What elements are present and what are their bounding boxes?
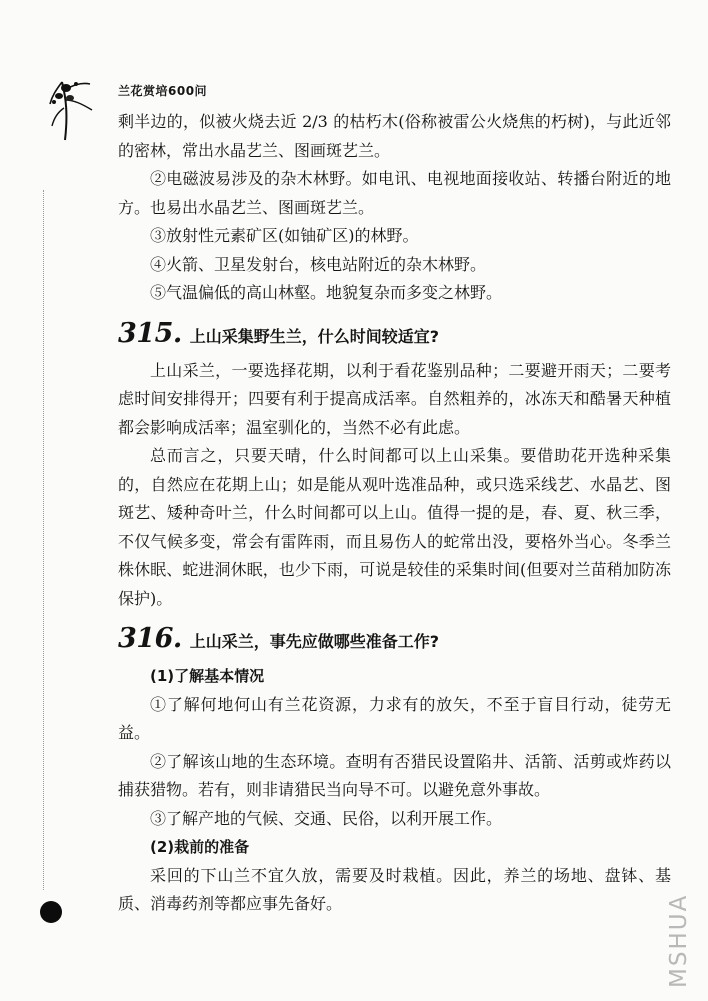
paragraph: 上山采兰，一要选择花期，以利于看花鉴别品种；二要避开雨天；二要考虑时间安排得开；四要有利于提高成活率。自然粗养的，冰冻天和酷暑天种植都会影响成活率；温室驯化的，当然不必有此虑。 bbox=[118, 360, 671, 437]
list-item: ④火箭、卫星发射台，核电站附近的杂木林野。 bbox=[150, 254, 487, 274]
question-number: 315. bbox=[118, 317, 182, 349]
subheading: (1)了解基本情况 bbox=[150, 667, 265, 685]
list-item: ③放射性元素矿区(如铀矿区)的林野。 bbox=[150, 226, 419, 245]
paragraph: 总而言之，只要天晴，什么时间都可以上山采集。要借助花开选种采集的，自然应在花期上山；如是能从观叶选准品种，或只选采线艺、水晶艺、图斑艺、矮种奇叶兰，什么时间都可以上山。值得一提的是，春、夏、秋三季，不仅气候多变，常会有雷阵雨，而且易伤人的蛇常出没，要格外当心。冬季兰株休眠、蛇进洞休眠，也少下雨，可说是较佳的采集时间(但要对兰苗稍加防冻保护)。 bbox=[118, 446, 671, 608]
list-item: ②电磁波易涉及的杂木林野。如电讯、电视地面接收站、转播台附近的地方。也易出水晶艺兰、图画斑艺兰。 bbox=[118, 169, 671, 217]
question-title: 上山采兰，事先应做哪些准备工作? bbox=[189, 632, 440, 651]
paragraph: 剩半边的，似被火烧去近 2/3 的枯朽木(俗称被雷公火烧焦的朽树)，与此近邻的密林，常出水晶艺兰、图画斑艺兰。 bbox=[118, 112, 671, 160]
watermark: MSHUA bbox=[666, 893, 692, 988]
list-item: ①了解何地何山有兰花资源，力求有的放矢，不至于盲目行动，徒劳无益。 bbox=[118, 694, 671, 742]
paragraph: 采回的下山兰不宜久放，需要及时栽植。因此，养兰的场地、盘钵、基质、消毒药剂等都应事先备好。 bbox=[118, 865, 671, 913]
question-heading-316 bbox=[118, 622, 671, 656]
list-item: ⑤气温偏低的高山林壑。地貌复杂而多变之林野。 bbox=[150, 283, 503, 302]
question-title: 上山采集野生兰，什么时间较适宜? bbox=[189, 326, 440, 346]
orchid-icon bbox=[46, 70, 96, 148]
gutter-rule bbox=[43, 190, 44, 890]
running-header: 兰花赏培600问 bbox=[118, 84, 208, 98]
subheading: (2)栽前的准备 bbox=[150, 838, 250, 856]
margin-dot bbox=[40, 901, 62, 923]
page-body bbox=[118, 108, 671, 919]
list-item: ③了解产地的气候、交通、民俗，以利开展工作。 bbox=[150, 808, 503, 828]
list-item: ②了解该山地的生态环境。查明有否猎民设置陷井、活箭、活剪或炸药以捕获猎物。若有，则非请猎民当向导不可。以避免意外事故。 bbox=[118, 751, 671, 799]
question-heading-315 bbox=[118, 317, 671, 351]
question-number: 316. bbox=[118, 623, 182, 654]
